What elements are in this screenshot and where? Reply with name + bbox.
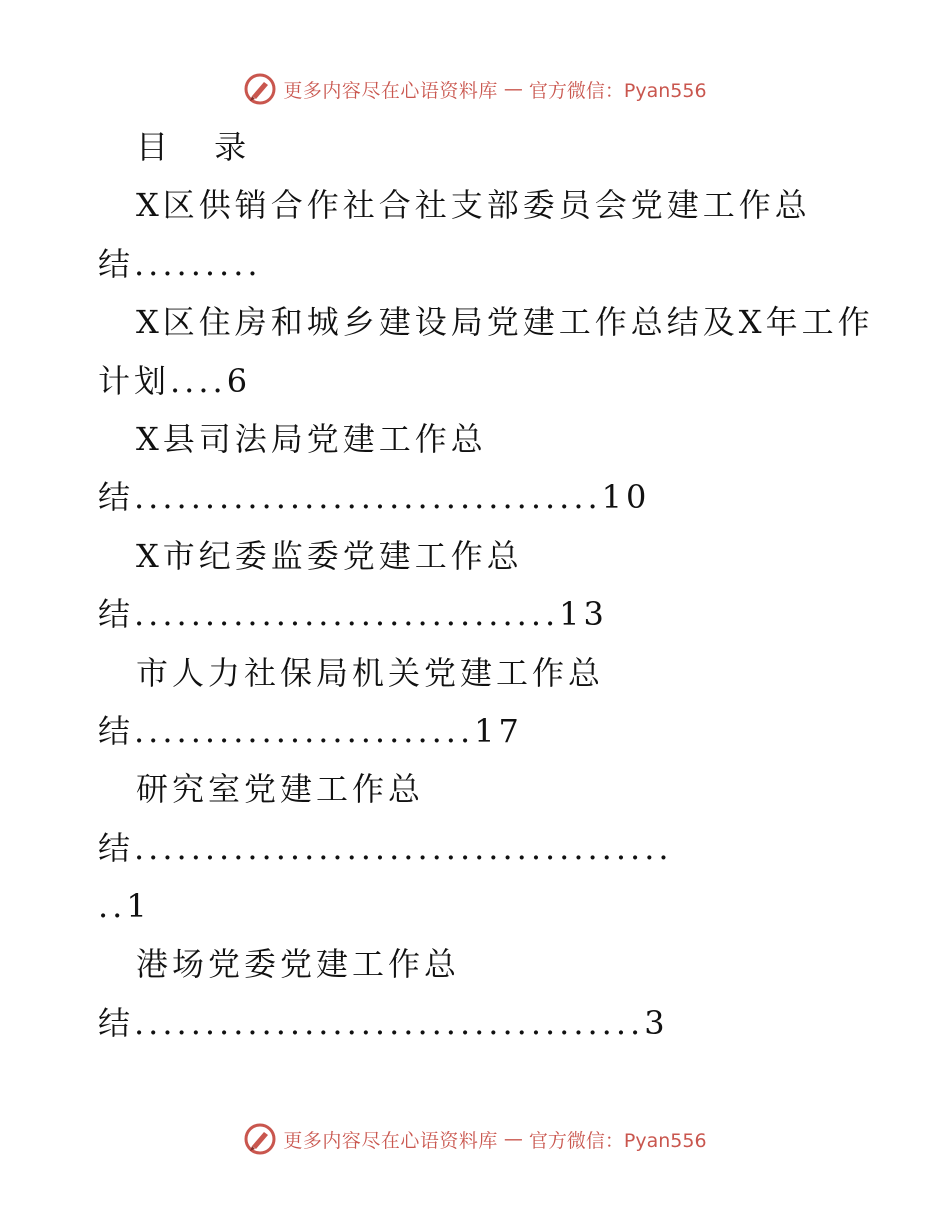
toc-entry-6-title: 研究室党建工作总 <box>136 770 425 809</box>
banner-site-name: 更多内容尽在心语资料库 <box>283 1129 498 1152</box>
banner-site-name: 更多内容尽在心语资料库 <box>283 79 498 102</box>
footer-watermark <box>0 1122 950 1156</box>
toc-entry-2-page: 计划....6 <box>98 361 252 400</box>
pen-logo-icon <box>243 1122 277 1156</box>
pen-logo-icon <box>243 72 277 106</box>
toc-entry-3-title: X县司法局党建工作总 <box>136 419 487 458</box>
banner-wechat: 官方微信：Pyan556 <box>528 1129 707 1152</box>
toc-entry-4-title: X市纪委监委党建工作总 <box>136 536 523 575</box>
banner-separator: — <box>503 1128 523 1150</box>
toc-entry-6-leader: 结...................................... <box>98 828 673 867</box>
toc-entry-5-page: 结........................17 <box>98 711 523 750</box>
toc-entry-7-page: 结....................................3 <box>98 1003 669 1042</box>
header-watermark <box>0 72 950 106</box>
table-of-contents <box>98 118 874 1052</box>
banner-separator: — <box>503 78 523 100</box>
toc-entry-5-title: 市人力社保局机关党建工作总 <box>136 653 605 692</box>
toc-title: 目 录 <box>136 128 265 166</box>
toc-entry-3-page: 结.................................10 <box>98 478 651 517</box>
toc-entry-1-page: 结......... <box>98 244 262 283</box>
toc-entry-1-title: X区供销合作社合社支部委员会党建工作总 <box>136 186 811 225</box>
toc-entry-4-page: 结..............................13 <box>98 595 608 634</box>
toc-entry-6-page: ..1 <box>98 887 151 926</box>
banner-wechat: 官方微信：Pyan556 <box>528 79 707 102</box>
toc-entry-2-title: X区住房和城乡建设局党建工作总结及X年工作 <box>136 303 874 342</box>
toc-entry-7-title: 港场党委党建工作总 <box>136 945 461 984</box>
